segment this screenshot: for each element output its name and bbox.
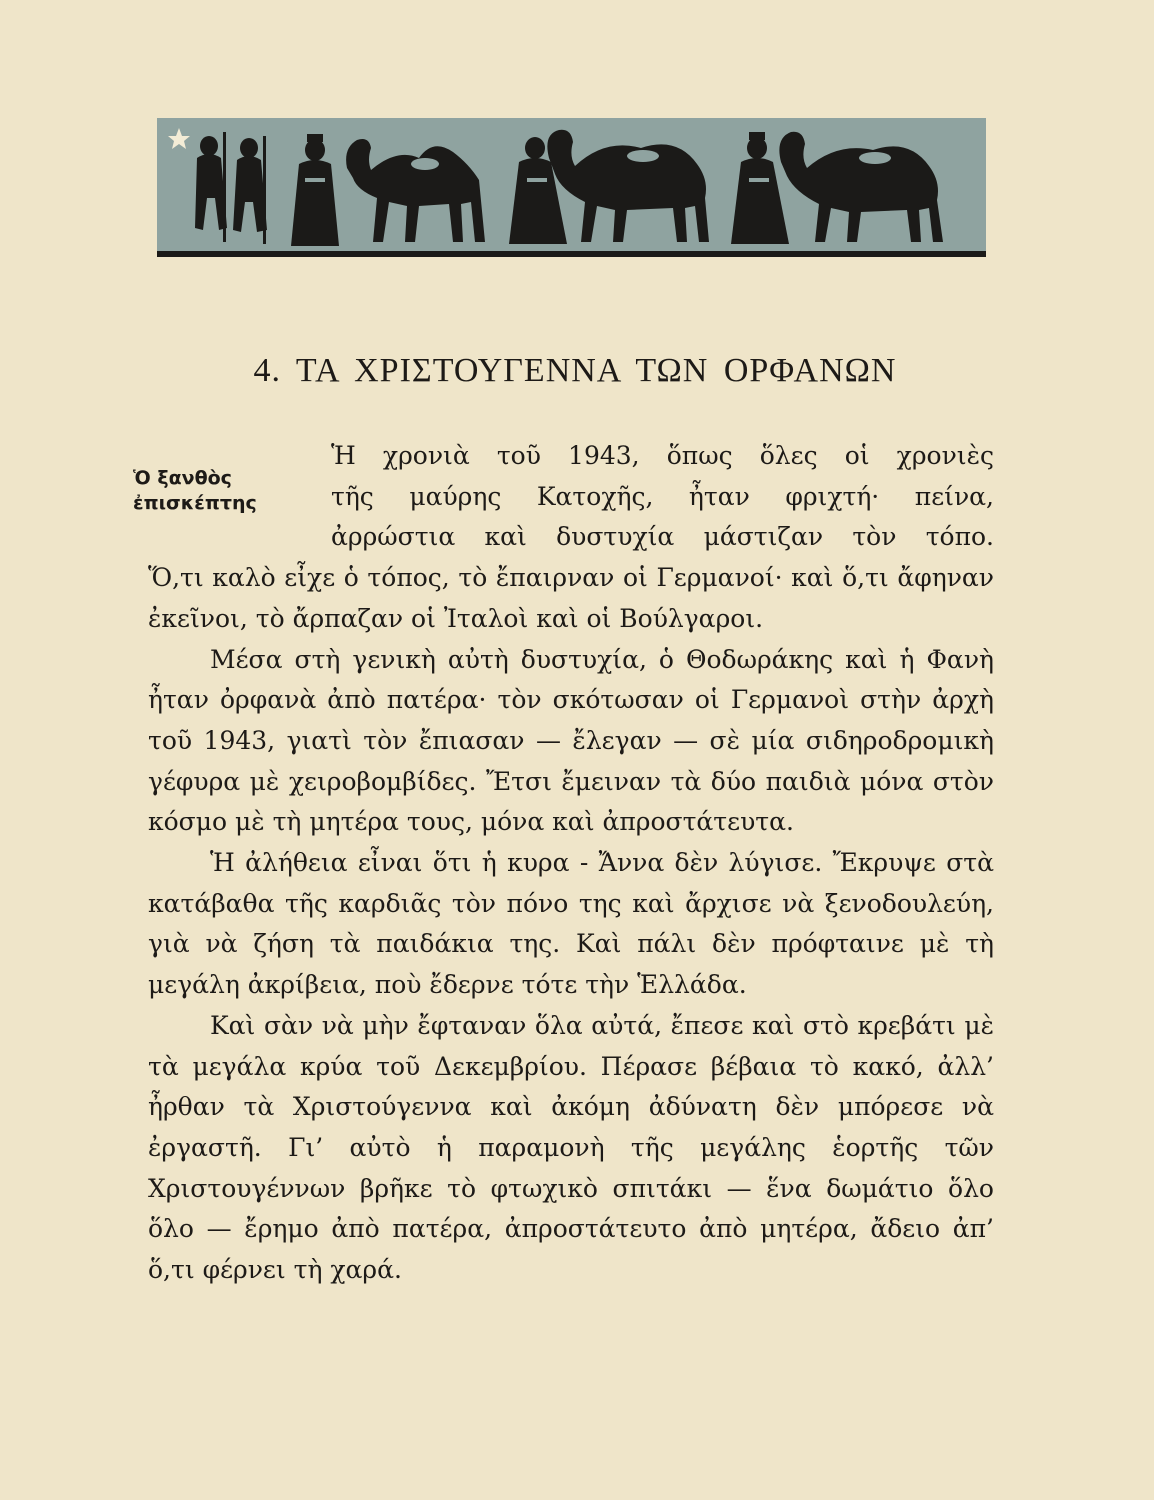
camel-caravan-illustration-icon — [157, 118, 986, 258]
paragraph-1-rest: Ὅ,τι καλὸ εἶχε ὁ τόπος, τὸ ἔπαιρναν οἱ Γερμανοί· καὶ ὅ,τι ἄφηναν ἐκεῖνοι, τὸ ἄρπαζαν οἱ Ἰταλοὶ καὶ οἱ Βούλγαροι. — [148, 563, 994, 633]
paragraph-1-line3: ἀρρώστια καὶ δυστυχία μάστιζαν τὸν τόπο. — [331, 522, 994, 552]
margin-note-line1: Ὁ ξανθὸς — [133, 467, 232, 489]
margin-note-line2: ἐπισκέπτης — [133, 492, 257, 514]
body-text — [148, 436, 994, 1291]
paragraph-1-line1: Ἡ χρονιὰ τοῦ 1943, ὅπως ὅλες οἱ χρονιὲς — [331, 441, 994, 470]
paragraph-4: Καὶ σὰν νὰ μὴν ἔφταναν ὅλα αὐτά, ἔπεσε καὶ στὸ κρεβάτι μὲ τὰ μεγάλα κρύα τοῦ Δεκεμβρίου. Πέρασε βέβαια τὸ κακό, ἀλλ’ ἦρθαν τὰ Χριστούγεννα καὶ ἀκόμη ἀδύνατη δὲν μπόρεσε νὰ ἐργαστῆ. Γι’ αὐτὸ ἡ παραμονὴ τῆς μεγάλης ἑορτῆς τῶν Χριστουγέννων βρῆκε τὸ φτωχικὸ σπιτάκι — ἕνα δωμάτιο ὅλο ὅλο — ἔρημο ἀπὸ πατέρα, ἀπροστάτευτο ἀπὸ μητέρα, ἄδειο ἀπ’ ὅ,τι φέρνει τὴ χαρά. — [148, 1010, 994, 1285]
paragraph-1-line2: τῆς μαύρης Κατοχῆς, ἦταν φριχτή· πείνα, — [331, 481, 994, 511]
paragraph-3: Ἡ ἀλήθεια εἶναι ὅτι ἡ κυρα - Ἄννα δὲν λύγισε. Ἔκρυψε στὰ κατάβαθα τῆς καρδιᾶς τὸν πόνο της καὶ ἄρχισε νὰ ξενοδουλεύη, γιὰ νὰ ζήση τὰ παιδάκια της. Καὶ πάλι δὲν πρόφταινε μὲ τὴ μεγάλη ἀκρίβεια, ποὺ ἔδερνε τότε τὴν Ἑλλάδα. — [148, 848, 994, 1000]
paragraph-1-intro — [331, 436, 994, 558]
paragraph-2: Μέσα στὴ γενικὴ αὐτὴ δυστυχία, ὁ Θοδωράκης καὶ ἡ Φανὴ ἦταν ὀρφανὰ ἀπὸ πατέρα· τὸν σκότωσαν οἱ Γερμανοὶ στὴν ἀρχὴ τοῦ 1943, γιατὶ τὸν ἔπιασαν — ἔλεγαν — σὲ μία σιδηροδρομικὴ γέφυρα μὲ χειροβομβίδες. Ἔτσι ἔμειναν τὰ δύο παιδιὰ μόνα στὸν κόσμο μὲ τὴ μητέρα τους, μόνα καὶ ἀπροστάτευτα. — [148, 644, 994, 837]
chapter-title: 4. ΤΑ ΧΡΙΣΤΟΥΓΕΝΝΑ ΤΩΝ ΟΡΦΑΝΩΝ — [253, 352, 897, 389]
